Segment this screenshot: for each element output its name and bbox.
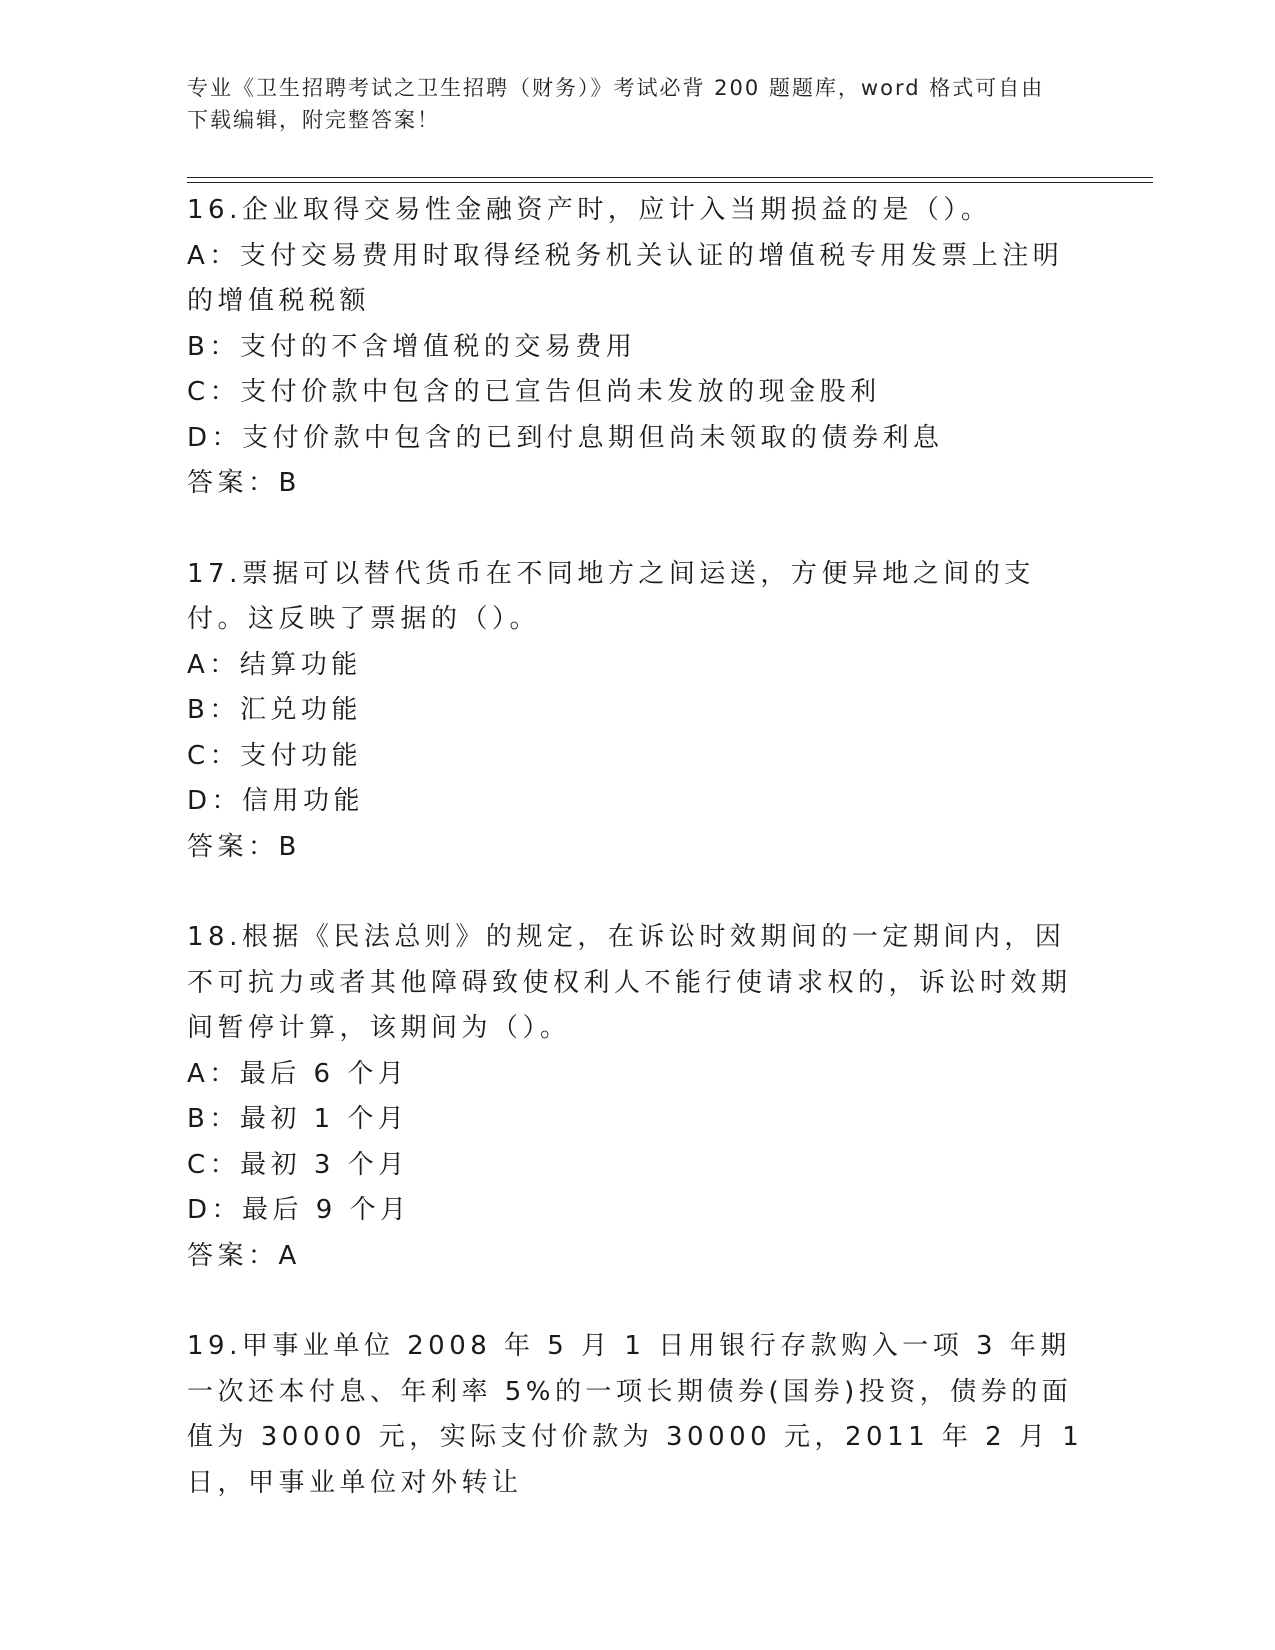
header-divider-bottom [187, 182, 1153, 183]
question-17 [187, 552, 1087, 871]
document-header: 专业《卫生招聘考试之卫生招聘（财务）》考试必背 200 题题库，word 格式可自由下载编辑，附完整答案！ [187, 76, 1045, 132]
header-divider-top [187, 177, 1153, 178]
option-b: B：最初 1 个月 [187, 1104, 409, 1134]
question-stem: 17.票据可以替代货币在不同地方之间运送，方便异地之间的支付。这反映了票据的（）。 [187, 558, 1035, 634]
option-d: D：最后 9 个月 [187, 1195, 411, 1225]
option-c: C：支付价款中包含的已宣告但尚未发放的现金股利 [187, 377, 881, 407]
option-a: A：最后 6 个月 [187, 1058, 409, 1089]
option-d: D：信用功能 [187, 786, 365, 816]
question-list [187, 188, 1087, 1551]
question-16 [187, 188, 1087, 507]
option-c: C：支付功能 [187, 740, 363, 771]
option-b: B：支付的不含增值税的交易费用 [187, 331, 637, 362]
option-b: B：汇兑功能 [187, 695, 362, 725]
answer: 答案：A [187, 1240, 301, 1271]
option-c: C：最初 3 个月 [187, 1149, 409, 1180]
answer: 答案：B [187, 831, 301, 862]
question-stem: 19.甲事业单位 2008 年 5 月 1 日用银行存款购入一项 3 年期一次还本付息、年利率 5%的一项长期债券(国券)投资，债券的面值为 30000 元，实际支付价款为 30000 元，2011 年 2 月 1 日，甲事业单位对外转让 [187, 1331, 1084, 1498]
question-stem: 18.根据《民法总则》的规定，在诉讼时效期间的一定期间内，因不可抗力或者其他障碍致使权利人不能行使请求权的，诉讼时效期间暂停计算，该期间为（）。 [187, 922, 1072, 1043]
option-a: A：支付交易费用时取得经税务机关认证的增值税专用发票上注明的增值税税额 [187, 240, 1064, 316]
option-d: D：支付价款中包含的已到付息期但尚未领取的债券利息 [187, 422, 944, 453]
question-19 [187, 1324, 1087, 1506]
question-18 [187, 915, 1087, 1279]
answer: 答案：B [187, 468, 301, 498]
option-a: A：结算功能 [187, 649, 362, 680]
question-stem: 16.企业取得交易性金融资产时，应计入当期损益的是（）。 [187, 195, 992, 225]
